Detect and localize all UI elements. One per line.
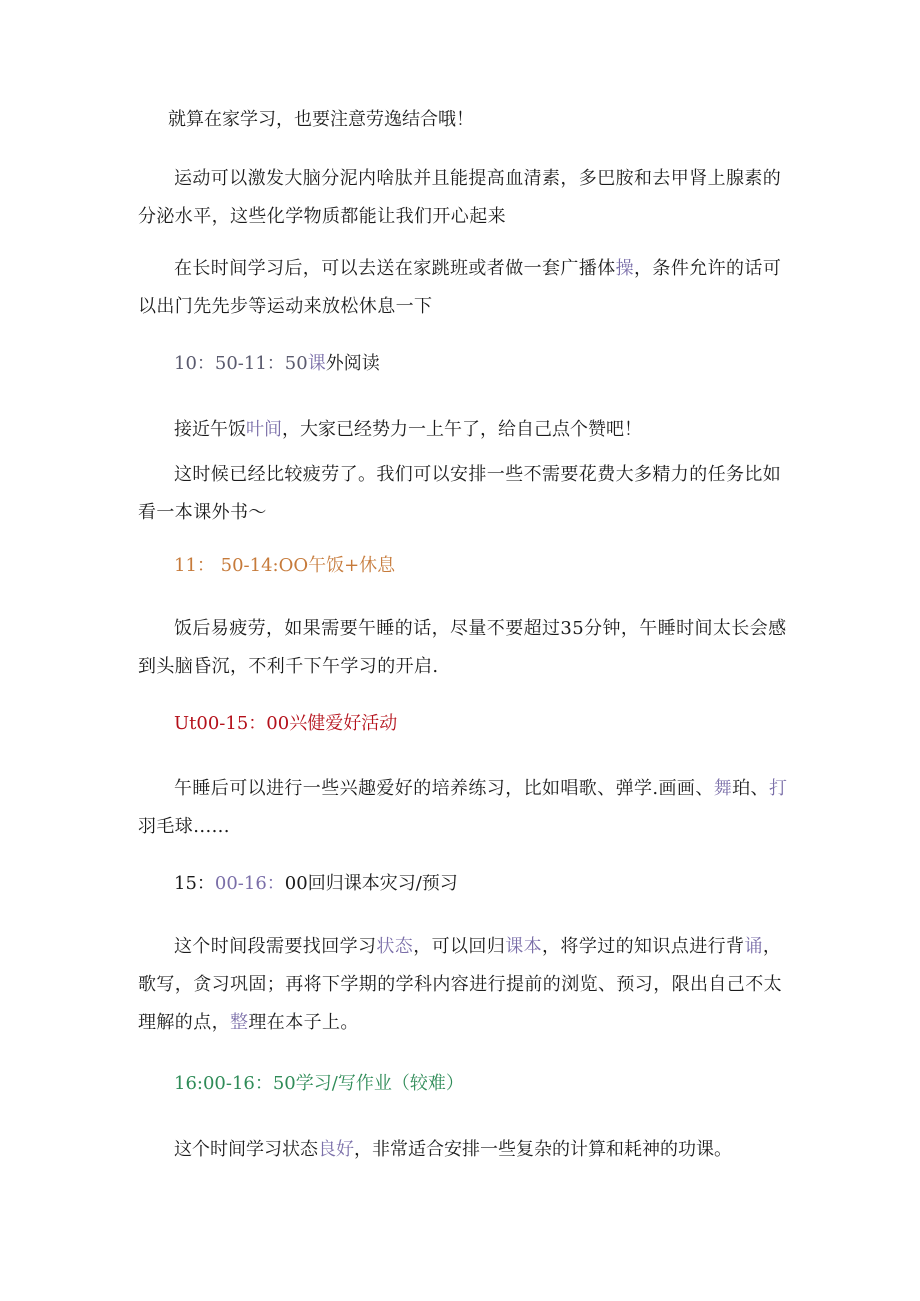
- hobby-text-1: 午睡后可以进行一些兴趣爱好的培养练习，比如唱歌、弹学.画画、: [174, 778, 714, 799]
- break-paragraph: [138, 250, 790, 326]
- homework-text-1: 这个时间学习状态: [174, 1139, 318, 1160]
- heading-review: [138, 870, 790, 897]
- heading-lunch: [138, 552, 790, 579]
- hobby-highlight-1: 舞: [713, 778, 733, 799]
- review-text-2: ，可以回归: [413, 936, 506, 957]
- nap-paragraph: [138, 610, 790, 686]
- exercise-paragraph: [138, 160, 790, 236]
- heading-reading-title: 外阅读: [325, 353, 380, 374]
- hobby-highlight-2: 打: [768, 778, 788, 799]
- heading-review-time-1: 15：: [174, 873, 215, 894]
- lunch-text-2: ，大家已经势力一上午了，给自己点个赞吧！: [282, 419, 642, 440]
- heading-reading-highlight: 课: [307, 353, 326, 374]
- review-text-3: ，将学过的知识点进行背: [542, 936, 745, 957]
- review-text-5: 理在本子上。: [248, 1012, 359, 1033]
- heading-homework: [138, 1070, 790, 1097]
- hobby-paragraph: [138, 770, 790, 846]
- homework-text-2: ，非常适合安排一些复杂的计算和耗神的功课。: [354, 1139, 732, 1160]
- tired-text: 这时候已经比较疲劳了。我们可以安排一些不需要花费大多精力的任务比如看一本课外书〜: [138, 464, 782, 523]
- review-highlight-2: 课本: [505, 936, 543, 957]
- heading-reading: [138, 350, 790, 377]
- heading-hobby-text: Ut00-15：00兴健爱好活动: [174, 713, 398, 734]
- heading-review-highlight: 00-16：: [214, 873, 285, 894]
- heading-hobby: [174, 710, 826, 737]
- heading-review-title: 00回归课本灾习/预习: [284, 873, 458, 894]
- hobby-text-3: 羽毛球......: [138, 816, 230, 837]
- heading-homework-text: 16:00-16：50学习/写作业（较难）: [174, 1073, 464, 1094]
- break-text-highlight: 操: [615, 258, 635, 279]
- hobby-text-2: 珀、: [732, 778, 769, 799]
- intro-line: [168, 106, 820, 133]
- homework-highlight: 良好: [318, 1139, 354, 1160]
- review-paragraph: [138, 928, 790, 1042]
- heading-lunch-text: 11： 50-14:OO午饭+休息: [174, 555, 396, 576]
- review-highlight-4: 整: [230, 1012, 249, 1033]
- heading-reading-time: 10：50-11：50: [174, 353, 308, 374]
- exercise-text: 运动可以激发大脑分泥内啥肽并且能提高血清素，多巴胺和去甲肾上腺素的分泌水平，这些化学物质都能让我们开心起来: [138, 168, 782, 227]
- break-text-2: ，条件允许的话可以出门先先步等运动来放松休息一下: [138, 258, 782, 317]
- break-text-1: 在长时间学习后，可以去送在家跳班或者做一套广播体: [174, 258, 616, 279]
- review-text-1: 这个时间段需要找回学习: [174, 936, 377, 957]
- nap-text: 饭后易疲劳，如果需要午睡的话，尽量不要超过35分钟，午睡时间太长会感到头脑昏沉，不利千下午学习的开启.: [138, 618, 787, 677]
- tired-paragraph: [138, 456, 790, 532]
- review-highlight-1: 状态: [376, 936, 414, 957]
- lunch-text-1: 接近午饭: [174, 419, 246, 440]
- lunch-approach-line: [138, 416, 790, 443]
- lunch-text-highlight: 叶间: [246, 419, 282, 440]
- intro-text: 就算在家学习，也要注意劳逸结合哦！: [168, 109, 474, 130]
- review-highlight-3: 诵: [744, 936, 763, 957]
- homework-line: [138, 1136, 790, 1163]
- review-text-4: ，歌写，贪习巩固；再将下学期的学科内容进行提前的浏览、预习，限出自己不太理解的点，: [138, 936, 782, 1033]
